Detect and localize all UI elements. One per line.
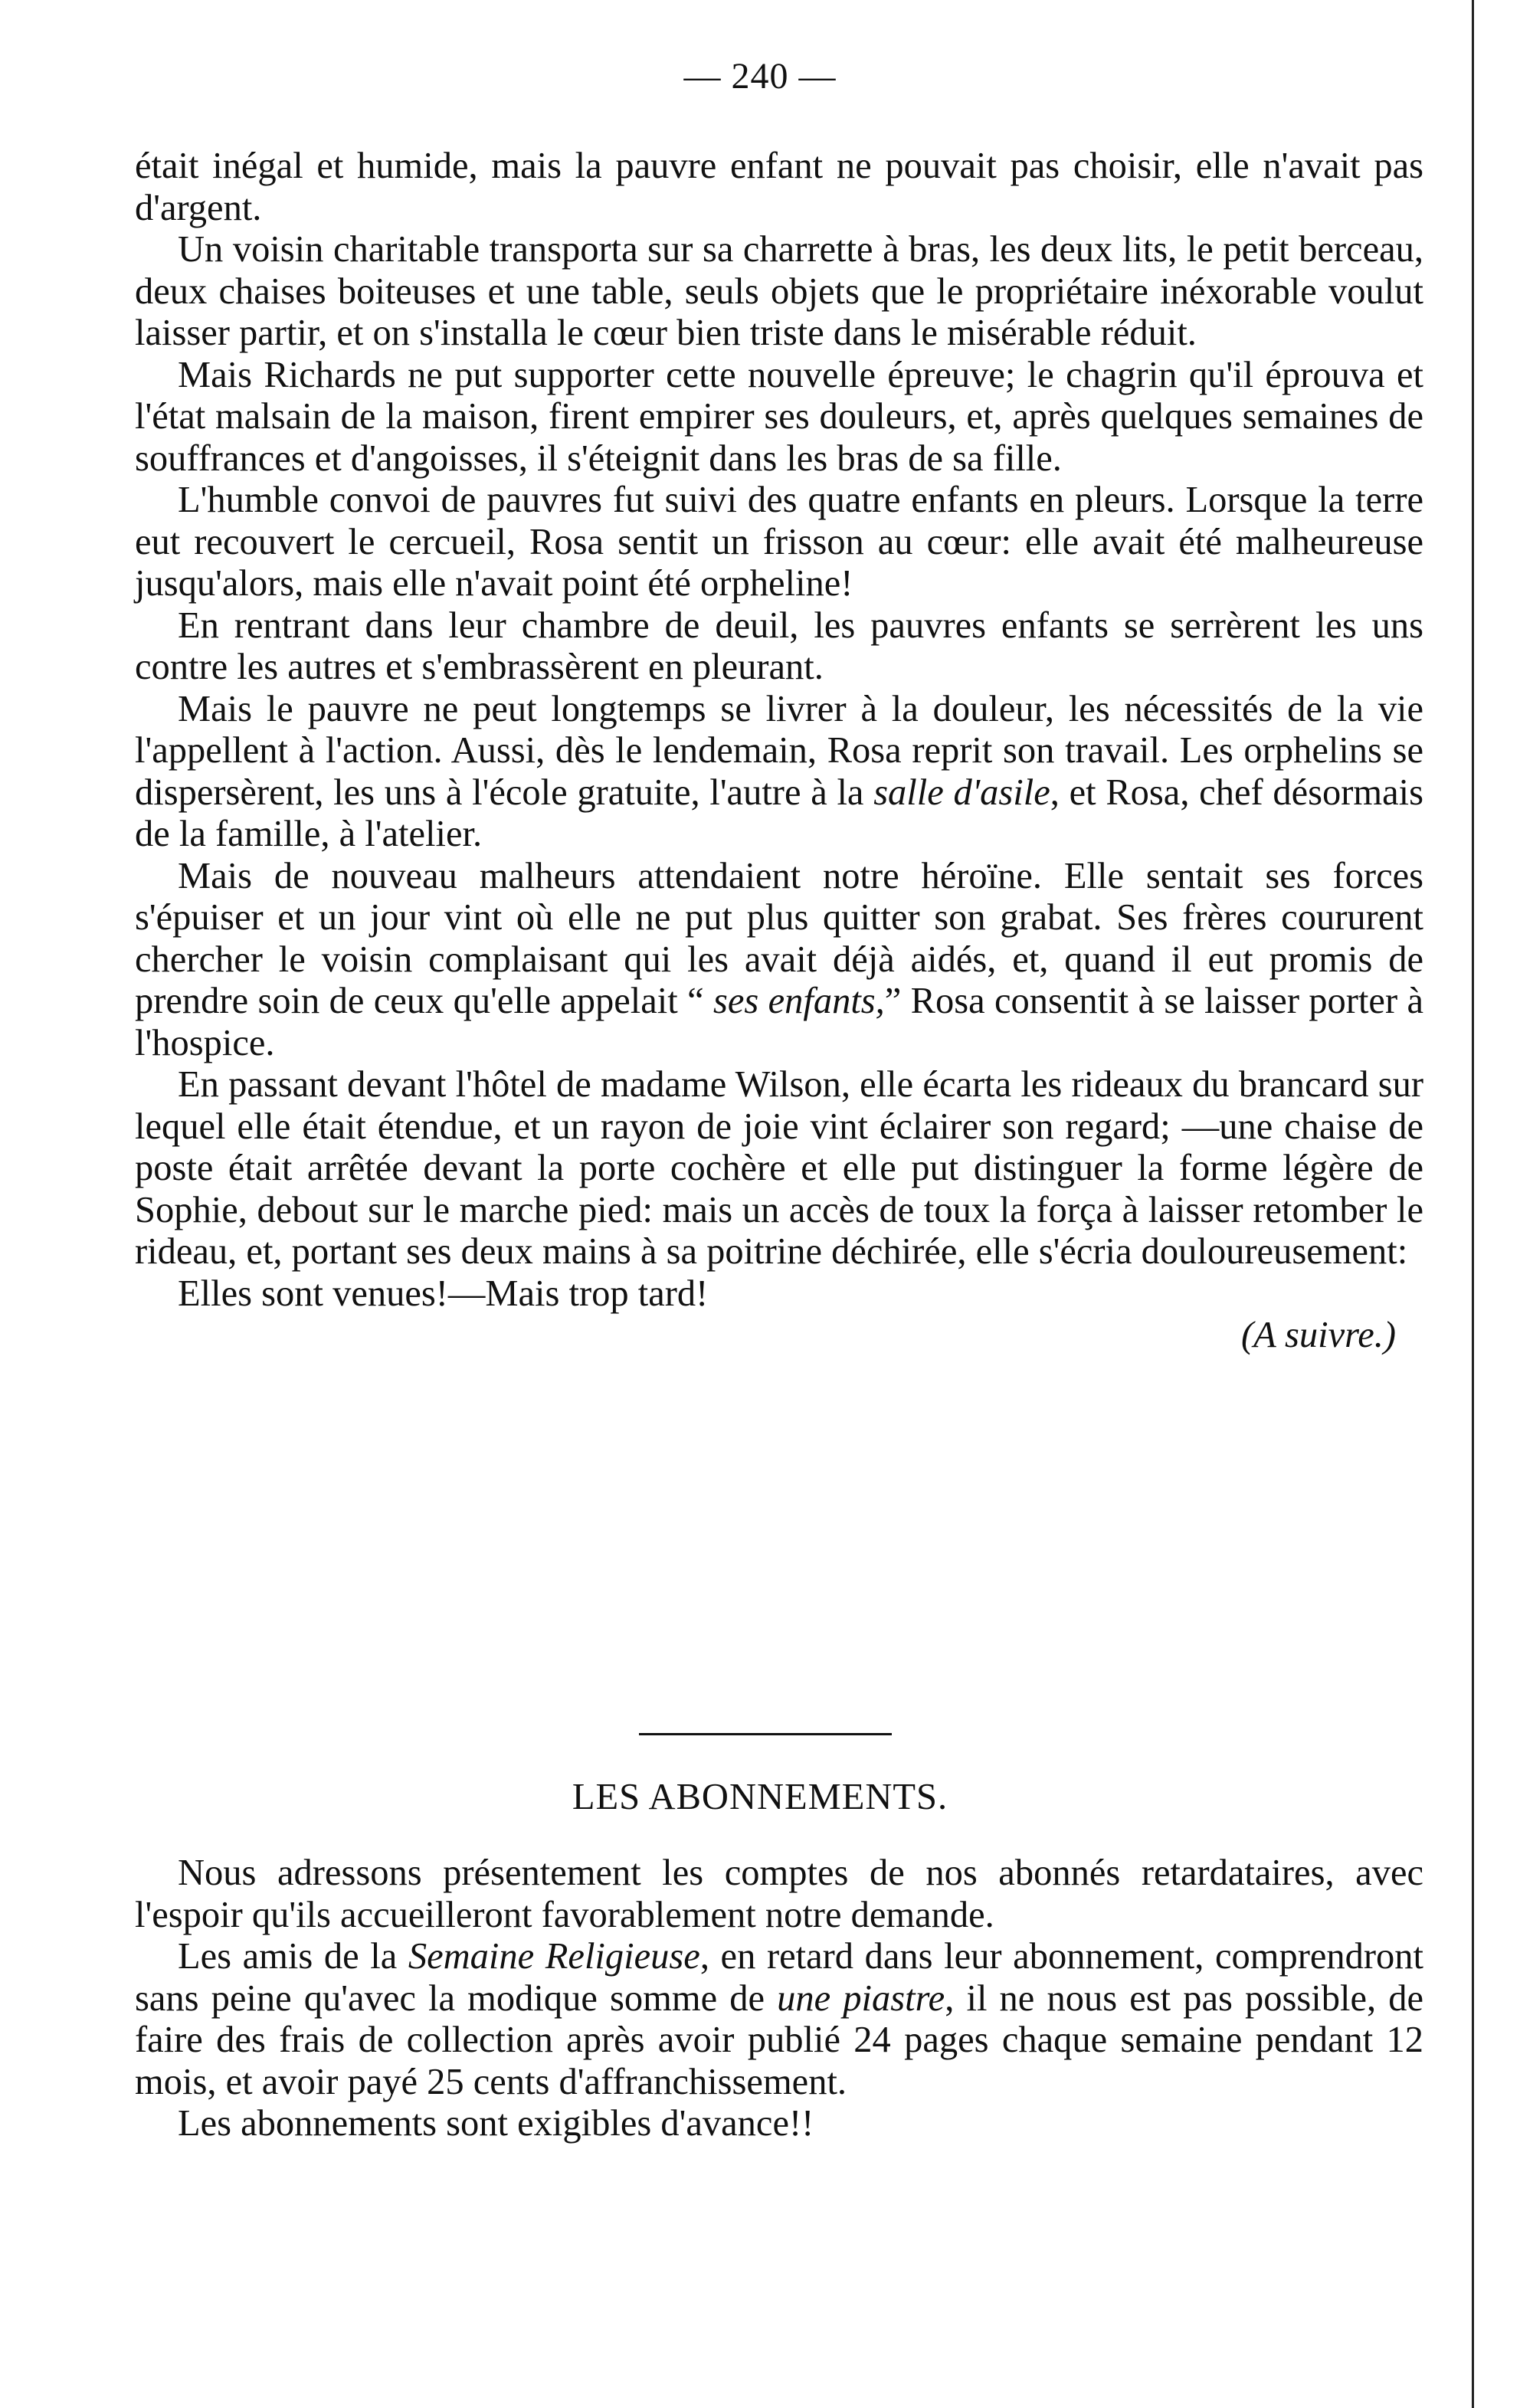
page-edge — [1472, 0, 1474, 2408]
story-paragraph — [135, 689, 1423, 856]
story-paragraph: était inégal et humide, mais la pauvre enfant ne pouvait pas choisir, elle n'avait pas d'argent. — [135, 146, 1423, 228]
text-run: Les amis de la — [178, 1936, 408, 1977]
story-paragraph: En passant devant l'hôtel de madame Wilson, elle écarta les rideaux du brancard sur lequel elle était étendue, et un rayon de joie vint éclairer son regard; —une chaise de poste était arrêtée devant la porte cochère et elle put distinguer la forme légère de Sophie, debout sur le marche pied: mais un accès de toux la força à laisser retomber le rideau, et, portant ses deux mains à sa poitrine déchirée, elle s'écria douloureusement: — [135, 1064, 1423, 1272]
story-paragraph: Elles sont venues!—Mais trop tard! — [178, 1273, 709, 1314]
text-run: Mais de nouveau malheurs attendaient notre héroïne. Elle sentait ses forces s'épuiser et un jour vint où elle ne put plus quitter son grabat. Ses frères coururent chercher le voisin complaisant qui les avait déjà aidés, et, quand il eut promis de prendre soin de ceux qu'elle appelait “ — [135, 855, 1423, 1021]
italic-term: une piastre — [777, 1977, 945, 2019]
story-paragraph: L'humble convoi de pauvres fut suivi des quatre enfants en pleurs. Lorsque la terre eut recouvert le cercueil, Rosa sentit un frisson au cœur: elle avait été malheureuse jusqu'alors, mais elle n'avait point été orpheline! — [135, 480, 1423, 604]
to-be-continued: (A suivre.) — [1240, 1315, 1396, 1355]
notice-paragraph: Nous adressons présentement les comptes de nos abonnés retardataires, avec l'espoir qu'ils accueilleront favorablement notre demande. — [135, 1853, 1423, 1935]
italic-term: ses enfants, — [712, 981, 885, 1021]
text-run: ” Rosa consentit à se laisser porter à l'hospice. — [135, 981, 1423, 1063]
story-continuation — [135, 146, 1423, 1357]
page-number: — 240 — — [683, 56, 837, 97]
story-paragraph: Mais Richards ne put supporter cette nouvelle épreuve; le chagrin qu'il éprouva et l'état malsain de la maison, firent empirer ses douleurs, et, après quelques semaines de souffrances et d'angoisses, il s'éteignit dans les bras de sa fille. — [135, 354, 1423, 479]
section-divider — [639, 1733, 892, 1735]
text-run: , en retard dans leur abonnement, comprendront sans peine qu'avec la modique somme de — [135, 1936, 1424, 2019]
publication-title: Semaine Religieuse — [408, 1936, 700, 1977]
italic-term: salle d'asile — [873, 772, 1050, 813]
story-paragraph: Un voisin charitable transporta sur sa charrette à bras, les deux lits, le petit berceau, deux chaises boiteuses et une table, seuls objets que le propriétaire inéxorable voulut laisser partir, et on s'installa le cœur bien triste dans le misérable réduit. — [135, 229, 1423, 353]
story-paragraph — [135, 856, 1423, 1065]
section-title: LES ABONNEMENTS. — [572, 1777, 948, 1817]
text-run: , et Rosa, chef désormais de la famille, à l'atelier. — [135, 772, 1424, 854]
notice-paragraph: Les abonnements sont exigibles d'avance!! — [178, 2103, 814, 2144]
subscription-notice — [135, 1853, 1423, 2145]
text-run: Mais le pauvre ne peut longtemps se livrer à la douleur, les nécessités de la vie l'appellent à l'action. Aussi, dès le lendemain, Rosa reprit son travail. Les orphelins se dispersèrent, les uns à l'école gratuite, l'autre à la — [135, 688, 1423, 813]
story-paragraph: En rentrant dans leur chambre de deuil, les pauvres enfants se serrèrent les uns contre les autres et s'embrassèrent en pleurant. — [135, 604, 1423, 687]
notice-paragraph — [135, 1936, 1423, 2103]
text-run: , il ne nous est pas possible, de faire des frais de collection après avoir publié 24 pages chaque semaine pendant 12 mois, et avoir payé 25 cents d'affranchissement. — [135, 1977, 1423, 2102]
